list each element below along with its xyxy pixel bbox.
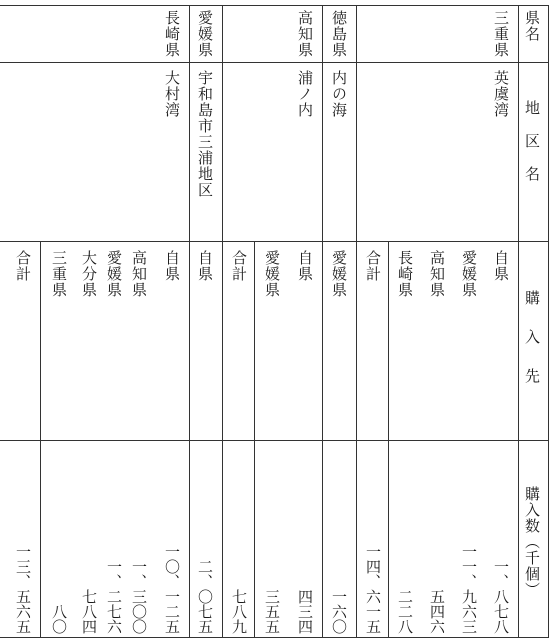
divider-district-buyer: [0, 241, 548, 242]
prefecture-tokushima: 徳島県: [330, 10, 348, 58]
table-border-top: [0, 5, 548, 6]
buyer-cell: 自県: [492, 250, 510, 282]
buyer-cell: 合計: [230, 250, 248, 282]
quantity-cell: 四三四: [296, 589, 314, 634]
buyer-cell: 大分県: [80, 250, 98, 298]
header-quantity: 購入数（千個）: [523, 486, 541, 598]
buyer-cell: 自県: [163, 250, 181, 282]
buyer-cell: 愛媛県: [330, 250, 348, 298]
buyer-cell: 自県: [196, 250, 214, 282]
buyer-cell: 愛媛県: [105, 250, 123, 298]
quantity-cell: 一、三〇〇: [130, 559, 148, 634]
prefecture-nagasaki: 長崎県: [163, 10, 181, 58]
quantity-cell: 一、八七八: [492, 559, 510, 634]
quantity-cell: 一三、五六五: [14, 544, 32, 634]
prefecture-kochi: 高知県: [296, 10, 314, 58]
prefecture-mie: 三重県: [492, 10, 510, 58]
divider-buyer-quantity: [0, 440, 548, 441]
total-divider-kochi: [254, 241, 255, 638]
total-divider-mie: [388, 241, 389, 638]
quantity-cell: 八〇: [50, 604, 68, 634]
total-divider-nagasaki: [40, 241, 41, 638]
buyer-cell: 愛媛県: [460, 250, 478, 298]
row-divider-4: [189, 5, 190, 638]
divider-prefecture-district: [0, 62, 548, 63]
header-buyer: 購入先: [523, 290, 541, 407]
quantity-cell: 二、〇七五: [196, 559, 214, 634]
table-border-bottom: [0, 637, 548, 638]
quantity-cell: 二二八: [396, 589, 414, 634]
buyer-cell: 長崎県: [396, 250, 414, 298]
district-uchinoumi: 内の海: [330, 70, 348, 118]
header-prefecture: 県名: [523, 10, 541, 42]
quantity-cell: 三五五: [263, 589, 281, 634]
header-district: 地区名: [523, 100, 541, 199]
row-divider-2: [322, 5, 323, 638]
buyer-cell: 高知県: [130, 250, 148, 298]
quantity-cell: 一六〇: [330, 589, 348, 634]
district-uranouchi: 浦ノ内: [296, 70, 314, 118]
buyer-cell: 高知県: [428, 250, 446, 298]
quantity-cell: 一一、九六三: [460, 544, 478, 634]
buyer-cell: 三重県: [50, 250, 68, 298]
buyer-cell: 合計: [14, 250, 32, 282]
quantity-cell: 五四六: [428, 589, 446, 634]
buyer-cell: 自県: [296, 250, 314, 282]
header-column-divider: [518, 5, 519, 638]
row-divider-1: [356, 5, 357, 638]
quantity-cell: 七八九: [230, 589, 248, 634]
district-uwajima-miura: 宇和島市三浦地区: [196, 70, 214, 198]
row-divider-3: [222, 5, 223, 638]
buyer-cell: 合計: [364, 250, 382, 282]
quantity-cell: 一、二七六: [105, 559, 123, 634]
quantity-cell: 七八四: [80, 589, 98, 634]
quantity-cell: 一〇、一二五: [163, 544, 181, 634]
table-border-right: [548, 5, 549, 638]
district-omura-bay: 大村湾: [163, 70, 181, 118]
buyer-cell: 愛媛県: [263, 250, 281, 298]
prefecture-ehime: 愛媛県: [196, 10, 214, 58]
quantity-cell: 一四、六一五: [364, 544, 382, 634]
district-ago-bay: 英虞湾: [492, 70, 510, 118]
